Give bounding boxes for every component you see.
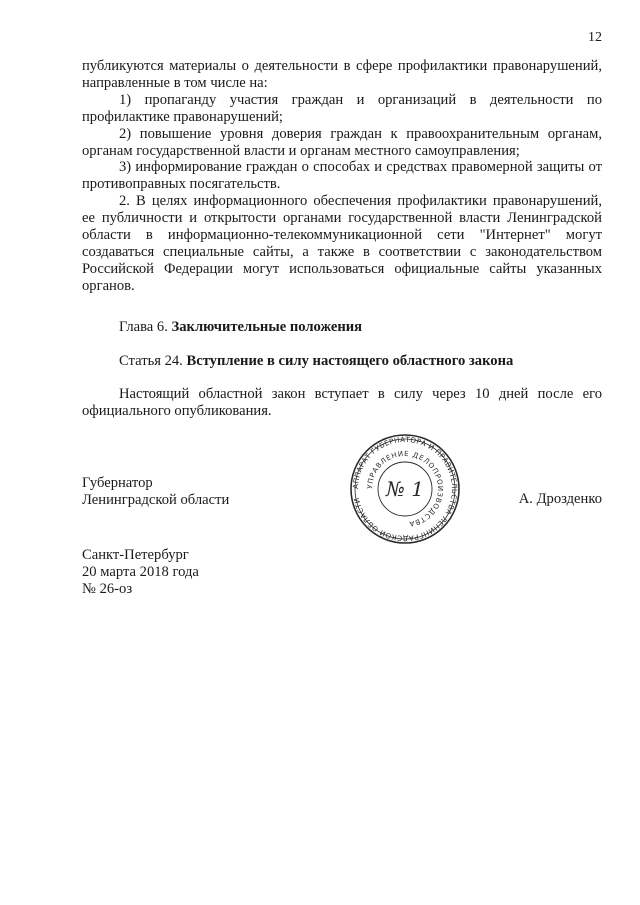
final-provision-text: Настоящий областной закон вступает в силу через 10 дней после его официального опубликования. — [82, 386, 602, 419]
list-item-3: 3) информирование граждан о способах и средствах правомерной защиты от противоправных посягательств. — [82, 159, 602, 193]
seal-number: № 1 — [385, 477, 425, 501]
article-title: Вступление в силу настоящего областного закона — [186, 353, 514, 369]
signing-city: Санкт-Петербург — [82, 547, 189, 563]
chapter-prefix: Глава 6. — [119, 319, 168, 335]
law-number: № 26-оз — [82, 580, 133, 597]
law-text-continuation — [82, 58, 602, 295]
list-item-2: 2) повышение уровня доверия граждан к правоохранительным органам, органам государственной власти и органам местного самоуправления; — [82, 125, 602, 159]
list-item-1: 1) пропаганду участия граждан и организаций в деятельности по профилактике правонарушений; — [82, 91, 602, 125]
paragraph-intro: публикуются материалы о деятельности в сфере профилактики правонарушений, направленные в том числе на: — [82, 58, 602, 91]
paragraph-2: 2. В целях информационного обеспечения профилактики правонарушений, ее публичности и открытости органами государственной власти Ленинградской области в информационно-телекоммуникационной сети "Интернет" могут создаваться специальные сайты, а также в соответствии с законодательством Российской Федерации могут использоваться официальные сайты указанных органов. — [82, 193, 602, 294]
seal-outer-text: АППАРАТ ГУБЕРНАТОРА И ПРАВИТЕЛЬСТВА ЛЕНИНГРАДСКОЙ ОБЛАСТИ — [350, 434, 460, 544]
article-prefix: Статья 24. — [119, 353, 183, 369]
signing-date: 20 марта 2018 года — [82, 563, 199, 580]
signatory-title: Губернатор — [82, 475, 153, 491]
official-seal-stamp — [340, 434, 470, 544]
place-and-date — [82, 547, 199, 598]
page-number: 12 — [588, 30, 602, 45]
seal-inner-text: УПРАВЛЕНИЕ ДЕЛОПРОИЗВОДСТВА — [365, 449, 445, 528]
final-provision — [82, 386, 602, 420]
signatory-region: Ленинградской области — [82, 491, 230, 508]
chapter-title: Заключительные положения — [171, 319, 363, 335]
signatory-position — [82, 475, 282, 509]
chapter-heading — [82, 319, 602, 336]
signatory-name: А. Дрозденко — [518, 491, 602, 507]
article-heading — [82, 353, 602, 370]
